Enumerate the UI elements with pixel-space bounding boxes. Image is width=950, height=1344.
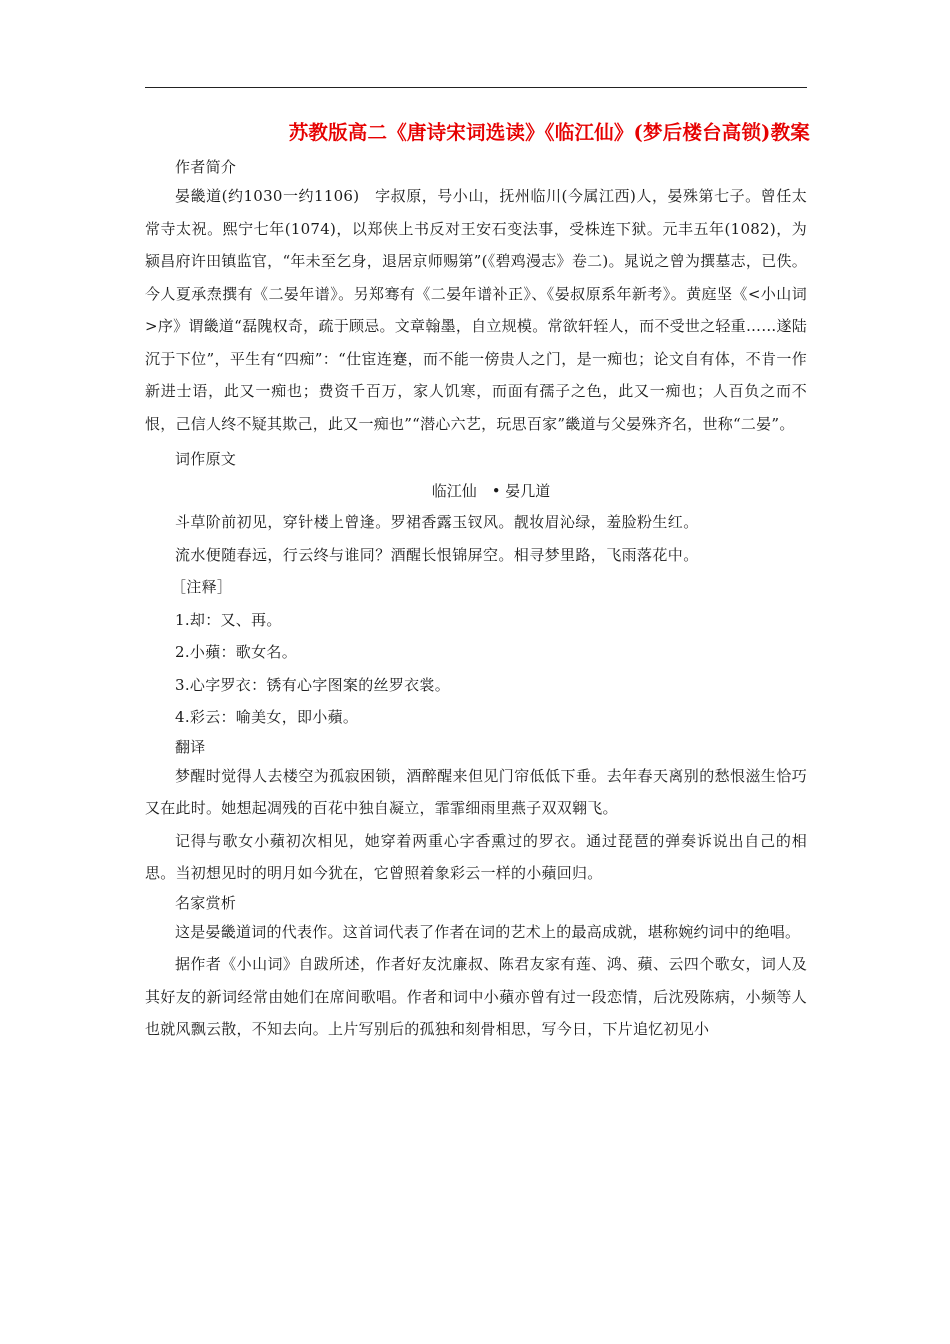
poem-line: 流水便随春远，行云终与谁同？酒醒长恨锦屏空。相寻梦里路，飞雨落花中。 <box>175 545 699 564</box>
note-item: 2.小蘋：歌女名。 <box>175 643 298 661</box>
appreciation-paragraph: 这是晏畿道词的代表作。这首词代表了作者在词的艺术上的最高成就，堪称婉约词中的绝唱。 <box>175 922 801 941</box>
translation-paragraph: 梦醒时觉得人去楼空为孤寂困锁，酒醉醒来但见门帘低低下垂。去年春天离别的愁恨滋生恰巧又在此时。她想起凋残的百花中独自凝立，霏霏细雨里燕子双双翱飞。 <box>145 766 807 817</box>
poem-line: 斗草阶前初见，穿针楼上曾逢。罗裙香露玉钗风。靓妆眉沁绿，羞脸粉生红。 <box>175 513 699 531</box>
author-heading: 作者简介 <box>175 158 237 176</box>
appreciation-heading: 名家赏析 <box>175 893 237 912</box>
note-item: 4.彩云：喻美女，即小蘋。 <box>175 708 359 726</box>
original-text-heading: 词作原文 <box>175 450 237 468</box>
document-title: 苏教版高二《唐诗宋词选读》《临江仙》(梦后楼台高锁)教案 <box>288 121 810 144</box>
notes-heading: ［注释］ <box>171 578 233 596</box>
translation-heading: 翻译 <box>175 737 206 756</box>
note-item: 3.心字罗衣：锈有心字图案的丝罗衣裳。 <box>175 675 451 694</box>
appreciation-paragraph: 据作者《小山词》自跋所述，作者好友沈廉叔、陈君友家有莲、鸿、蘋、云四个歌女，词人及其好友的新词经常由她们在席间歌唱。作者和词中小蘋亦曾有过一段恋情，后沈殁陈病，小频等人也就风飘云散，不知去向。上片写别后的孤独和刻骨相思，写今日，下片追忆初见小 <box>145 955 807 1038</box>
author-bio-paragraph: 晏畿道(约1030一约1106) 字叔原，号小山，抚州临川(今属江西)人，晏殊第七子。曾任太常寺太祝。熙宁七年(1074)，以郑侠上书反对王安石变法事，受株连下狱。元丰五年(1082)，为颍昌府许田镇监官，“年未至乞身，退居京师赐第”(《碧鸡漫志》卷二)。晁说之曾为撰墓志，已佚。今人夏承焘撰有《二晏年谱》。另郑骞有《二晏年谱补正》、《晏叔原系年新考》。黄庭坚《<小山词>序》谓畿道“磊隗权奇，疏于顾忌。文章翰墨，自立规模。常欲轩轾人，而不受世之轻重……遂陆沉于下位”，平生有“四痴”：“仕宦连蹇，而不能一傍贵人之门，是一痴也；论文自有体，不肯一作新进士语，此又一痴也；费资千百万，家人饥寒，而面有孺子之色，此又一痴也；人百负之而不恨，己信人终不疑其欺己，此又一痴也”“潜心六艺，玩思百家”畿道与父晏殊齐名，世称“二晏”。 <box>145 187 807 433</box>
document-page <box>145 118 810 1046</box>
translation-paragraph: 记得与歌女小蘋初次相见，她穿着两重心字香熏过的罗衣。通过琵琶的弹奏诉说出自己的相思。当初想见时的明月如今犹在，它曾照着象彩云一样的小蘋回归。 <box>145 831 807 882</box>
note-item: 1.却：又、再。 <box>175 610 282 629</box>
header-rule <box>145 87 807 88</box>
poem-title: 临江仙 • 晏几道 <box>431 482 551 500</box>
